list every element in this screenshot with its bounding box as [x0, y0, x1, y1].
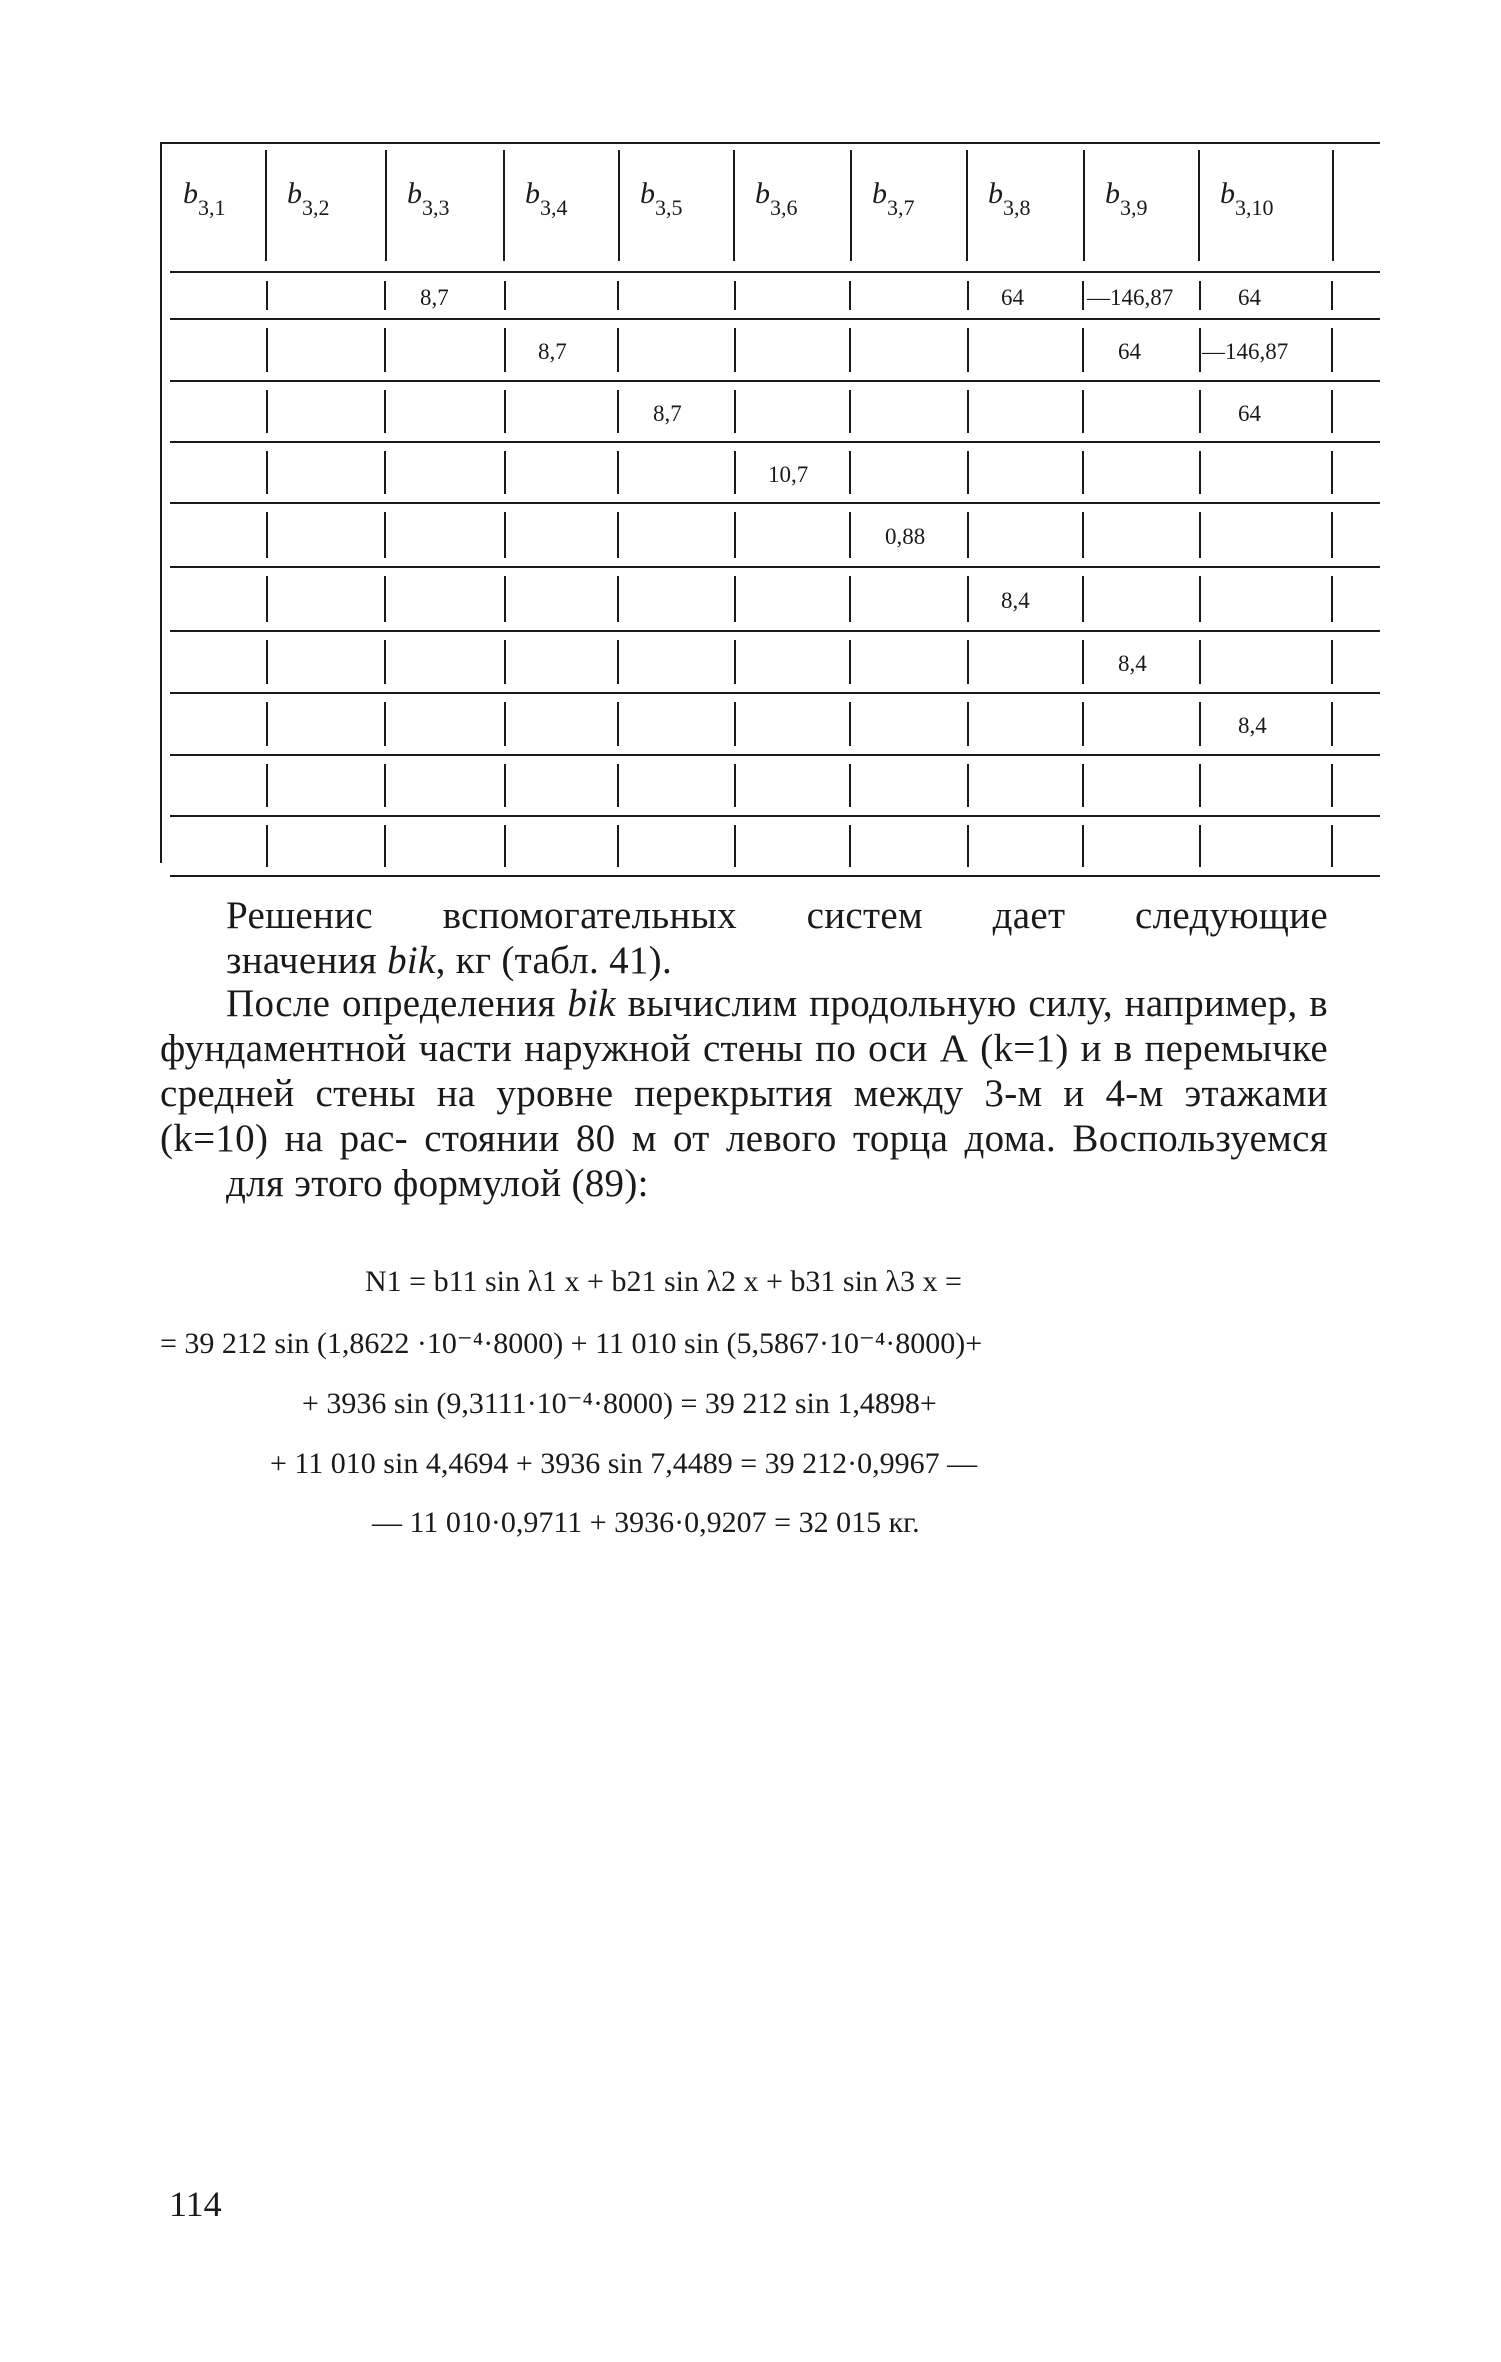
formula-line-1: N1 = b11 sin λ1 x + b21 sin λ2 x + b31 sin λ3 x = — [365, 1265, 962, 1298]
table-cell-rule — [504, 640, 506, 684]
table-cell-value: 8,7 — [420, 285, 449, 310]
p2-line-1 — [226, 982, 1113, 1025]
p2-line1-suffix: вычислим продольную силу, — [615, 982, 1113, 1025]
column-header-subscript: 3,1 — [198, 195, 226, 220]
table-top-rule — [160, 142, 1380, 144]
p2-line-6: для этого формулой (89): — [226, 1162, 649, 1205]
column-header — [755, 177, 798, 220]
table-cell-rule — [1199, 451, 1201, 494]
table-cell-rule — [1199, 390, 1201, 433]
table-header-rule — [170, 271, 1380, 273]
table-column-rule — [385, 150, 387, 261]
table-column-rule — [850, 150, 852, 261]
table-row-rule — [170, 754, 1380, 756]
table-column-rule — [1332, 150, 1334, 261]
formula-line-4: + 11 010 sin 4,4694 + 3936 sin 7,4489 = 39 212·0,9967 — — [270, 1447, 978, 1480]
var-bik-2: bik — [567, 982, 616, 1025]
column-header-base: b — [287, 177, 302, 210]
column-header-base: b — [525, 177, 540, 210]
table-cell-rule — [1082, 825, 1084, 867]
table-cell-rule — [967, 281, 969, 310]
table-cell-rule — [1331, 281, 1333, 310]
table-cell-rule — [849, 451, 851, 494]
table-cell-rule — [384, 825, 386, 867]
p1-line2-suffix: , кг (табл. 41). — [435, 939, 673, 982]
table-row-rule — [170, 875, 1380, 877]
table-cell-rule — [1199, 825, 1201, 867]
table-cell-rule — [617, 702, 619, 746]
table-cell-rule — [849, 764, 851, 807]
table-cell-rule — [967, 640, 969, 684]
column-header-base: b — [872, 177, 887, 210]
column-header — [1220, 177, 1274, 220]
table-cell-rule — [1331, 512, 1333, 558]
column-header — [287, 177, 330, 220]
column-header — [525, 177, 568, 220]
table-cell-rule — [1082, 390, 1084, 433]
table-row-rule — [170, 441, 1380, 443]
paragraph-solution — [160, 893, 1328, 983]
table-cell-value: 0,88 — [885, 524, 926, 549]
page-number: 114 — [169, 2184, 222, 2224]
table-cell-rule — [967, 702, 969, 746]
formula-line-5: — 11 010·0,9711 + 3936·0,9207 = 32 015 кг. — [372, 1506, 920, 1539]
table-column-rule — [503, 150, 505, 261]
table-cell-rule — [384, 451, 386, 494]
table-cell-rule — [384, 281, 386, 310]
table-cell-rule — [1331, 825, 1333, 867]
column-header — [872, 177, 915, 220]
table-row-rule — [170, 318, 1380, 320]
table-cell-value: 8,4 — [1118, 651, 1147, 676]
table-cell-rule — [734, 512, 736, 558]
table-cell-rule — [617, 640, 619, 684]
table-cell-rule — [1331, 576, 1333, 622]
table-cell-rule — [1082, 702, 1084, 746]
table-cell-rule — [734, 328, 736, 372]
table-cell-rule — [849, 328, 851, 372]
p2-line-2: например, в фундаментной части наружной стены по — [160, 982, 1328, 1070]
table-cell-rule — [967, 328, 969, 372]
table-cell-rule — [617, 764, 619, 807]
table-cell-rule — [1082, 328, 1084, 372]
table-row-rule — [170, 692, 1380, 694]
table-cell-value: 8,7 — [653, 401, 682, 426]
table-cell-rule — [504, 576, 506, 622]
table-cell-rule — [734, 576, 736, 622]
table-cell-rule — [967, 576, 969, 622]
table-cell-rule — [734, 702, 736, 746]
table-cell-rule — [384, 640, 386, 684]
table-row-rule — [170, 815, 1380, 817]
column-header — [640, 177, 683, 220]
table-cell-rule — [849, 702, 851, 746]
table-cell-value: —146,87 — [1202, 339, 1289, 364]
table-column-rule — [1198, 150, 1200, 261]
paragraph-1-line-2 — [160, 938, 1328, 983]
table-cell-rule — [617, 328, 619, 372]
table-cell-rule — [1199, 576, 1201, 622]
table-cell-rule — [266, 764, 268, 807]
table-cell-rule — [1331, 640, 1333, 684]
table-cell-rule — [504, 451, 506, 494]
table-cell-rule — [734, 764, 736, 807]
p2-line-5: стоянии 80 м от левого торца дома. Воспользуемся — [424, 1117, 1328, 1160]
paragraph-1-line-1: Решенис вспомогательных систем дает следующие — [226, 894, 1328, 937]
p2-line-4: перекрытия между 3-м и 4-м этажами (k=10) на рас- — [160, 1072, 1328, 1160]
table-cell-rule — [849, 576, 851, 622]
table-cell-rule — [266, 281, 268, 310]
table-cell-rule — [384, 764, 386, 807]
table-column-rule — [733, 150, 735, 261]
table-cell-rule — [617, 390, 619, 433]
table-cell-rule — [967, 390, 969, 433]
table-cell-rule — [1331, 702, 1333, 746]
table-row-rule — [170, 502, 1380, 504]
table-cell-rule — [734, 640, 736, 684]
table-cell-rule — [504, 328, 506, 372]
table-cell-rule — [504, 390, 506, 433]
column-header-subscript: 3,8 — [1003, 195, 1031, 220]
table-cell-rule — [384, 702, 386, 746]
table-cell-rule — [1082, 576, 1084, 622]
table-cell-rule — [1199, 764, 1201, 807]
column-header-subscript: 3,6 — [770, 195, 798, 220]
table-column-rule — [1083, 150, 1085, 261]
table-cell-rule — [504, 702, 506, 746]
table-cell-rule — [504, 281, 506, 310]
table-cell-rule — [266, 576, 268, 622]
table-cell-value: 8,4 — [1238, 713, 1267, 738]
column-header-subscript: 3,2 — [302, 195, 330, 220]
table-cell-rule — [617, 451, 619, 494]
table-cell-rule — [1199, 702, 1201, 746]
table-cell-rule — [617, 576, 619, 622]
table-cell-rule — [617, 281, 619, 310]
p1-line2-prefix: значения — [226, 939, 388, 982]
table-column-rule — [265, 150, 267, 261]
table-cell-rule — [849, 825, 851, 867]
column-header-base: b — [407, 177, 422, 210]
table-cell-rule — [1082, 281, 1084, 310]
table-cell-rule — [384, 328, 386, 372]
table-cell-rule — [504, 512, 506, 558]
table-cell-rule — [1331, 328, 1333, 372]
table-cell-rule — [967, 825, 969, 867]
table-cell-rule — [849, 640, 851, 684]
table-row-rule — [170, 630, 1380, 632]
column-header-base: b — [640, 177, 655, 210]
table-cell-rule — [266, 390, 268, 433]
table-cell-rule — [849, 281, 851, 310]
table-cell-rule — [1331, 451, 1333, 494]
table-cell-value: 10,7 — [768, 462, 809, 487]
column-header-base: b — [988, 177, 1003, 210]
table-cell-rule — [734, 281, 736, 310]
table-cell-rule — [1199, 512, 1201, 558]
table-cell-rule — [1199, 640, 1201, 684]
table-cell-value: 64 — [1238, 401, 1261, 426]
column-header-subscript: 3,7 — [887, 195, 915, 220]
table-cell-rule — [384, 576, 386, 622]
table-cell-rule — [1082, 640, 1084, 684]
table-column-rule — [966, 150, 968, 261]
table-cell-rule — [266, 640, 268, 684]
column-header — [407, 177, 450, 220]
column-header-subscript: 3,5 — [655, 195, 683, 220]
column-header — [1105, 177, 1148, 220]
column-header-subscript: 3,9 — [1120, 195, 1148, 220]
table-cell-rule — [734, 451, 736, 494]
table-row-rule — [170, 566, 1380, 568]
table-cell-rule — [967, 764, 969, 807]
column-header — [183, 177, 226, 220]
table-cell-rule — [266, 702, 268, 746]
table-cell-rule — [504, 764, 506, 807]
table-cell-value: 64 — [1001, 285, 1024, 310]
p2-line1-prefix: После определения — [226, 982, 568, 1025]
table-cell-rule — [266, 512, 268, 558]
p2-line-3: оси А (k=1) и в перемычке средней стены на уровне — [160, 1027, 1328, 1115]
table-cell-rule — [1331, 764, 1333, 807]
table-cell-value: —146,87 — [1087, 285, 1174, 310]
table-left-border — [160, 142, 162, 863]
table-cell-rule — [384, 512, 386, 558]
table-row-rule — [170, 380, 1380, 382]
table-cell-rule — [1082, 764, 1084, 807]
column-header — [988, 177, 1031, 220]
table-cell-value: 64 — [1238, 285, 1261, 310]
table-cell-rule — [1199, 281, 1201, 310]
column-header-base: b — [1220, 177, 1235, 210]
formula-line-3: + 3936 sin (9,3111·10⁻⁴·8000) = 39 212 sin 1,4898+ — [302, 1387, 937, 1420]
table-cell-rule — [1082, 451, 1084, 494]
table-cell-rule — [266, 825, 268, 867]
table-cell-rule — [617, 512, 619, 558]
formula-line-2: = 39 212 sin (1,8622 ·10⁻⁴·8000) + 11 010 sin (5,5867·10⁻⁴·8000)+ — [160, 1327, 983, 1360]
table-cell-value: 8,4 — [1001, 588, 1030, 613]
table-column-rule — [618, 150, 620, 261]
table-cell-rule — [967, 451, 969, 494]
table-cell-rule — [967, 512, 969, 558]
table-cell-rule — [734, 390, 736, 433]
column-header-base: b — [1105, 177, 1120, 210]
table-cell-value: 64 — [1118, 339, 1141, 364]
column-header-subscript: 3,10 — [1235, 195, 1274, 220]
paragraph-calculation — [160, 981, 1328, 1206]
table-cell-rule — [1199, 328, 1201, 372]
coefficients-table — [0, 0, 1501, 900]
table-cell-rule — [504, 825, 506, 867]
table-cell-rule — [266, 451, 268, 494]
table-cell-rule — [1082, 512, 1084, 558]
table-cell-value: 8,7 — [538, 339, 567, 364]
table-cell-rule — [849, 390, 851, 433]
table-cell-rule — [384, 390, 386, 433]
column-header-base: b — [755, 177, 770, 210]
column-header-subscript: 3,3 — [422, 195, 450, 220]
column-header-subscript: 3,4 — [540, 195, 568, 220]
table-cell-rule — [849, 512, 851, 558]
table-cell-rule — [266, 328, 268, 372]
table-cell-rule — [734, 825, 736, 867]
var-bik: bik — [387, 939, 436, 982]
column-header-base: b — [183, 177, 198, 210]
table-cell-rule — [1331, 390, 1333, 433]
table-cell-rule — [617, 825, 619, 867]
